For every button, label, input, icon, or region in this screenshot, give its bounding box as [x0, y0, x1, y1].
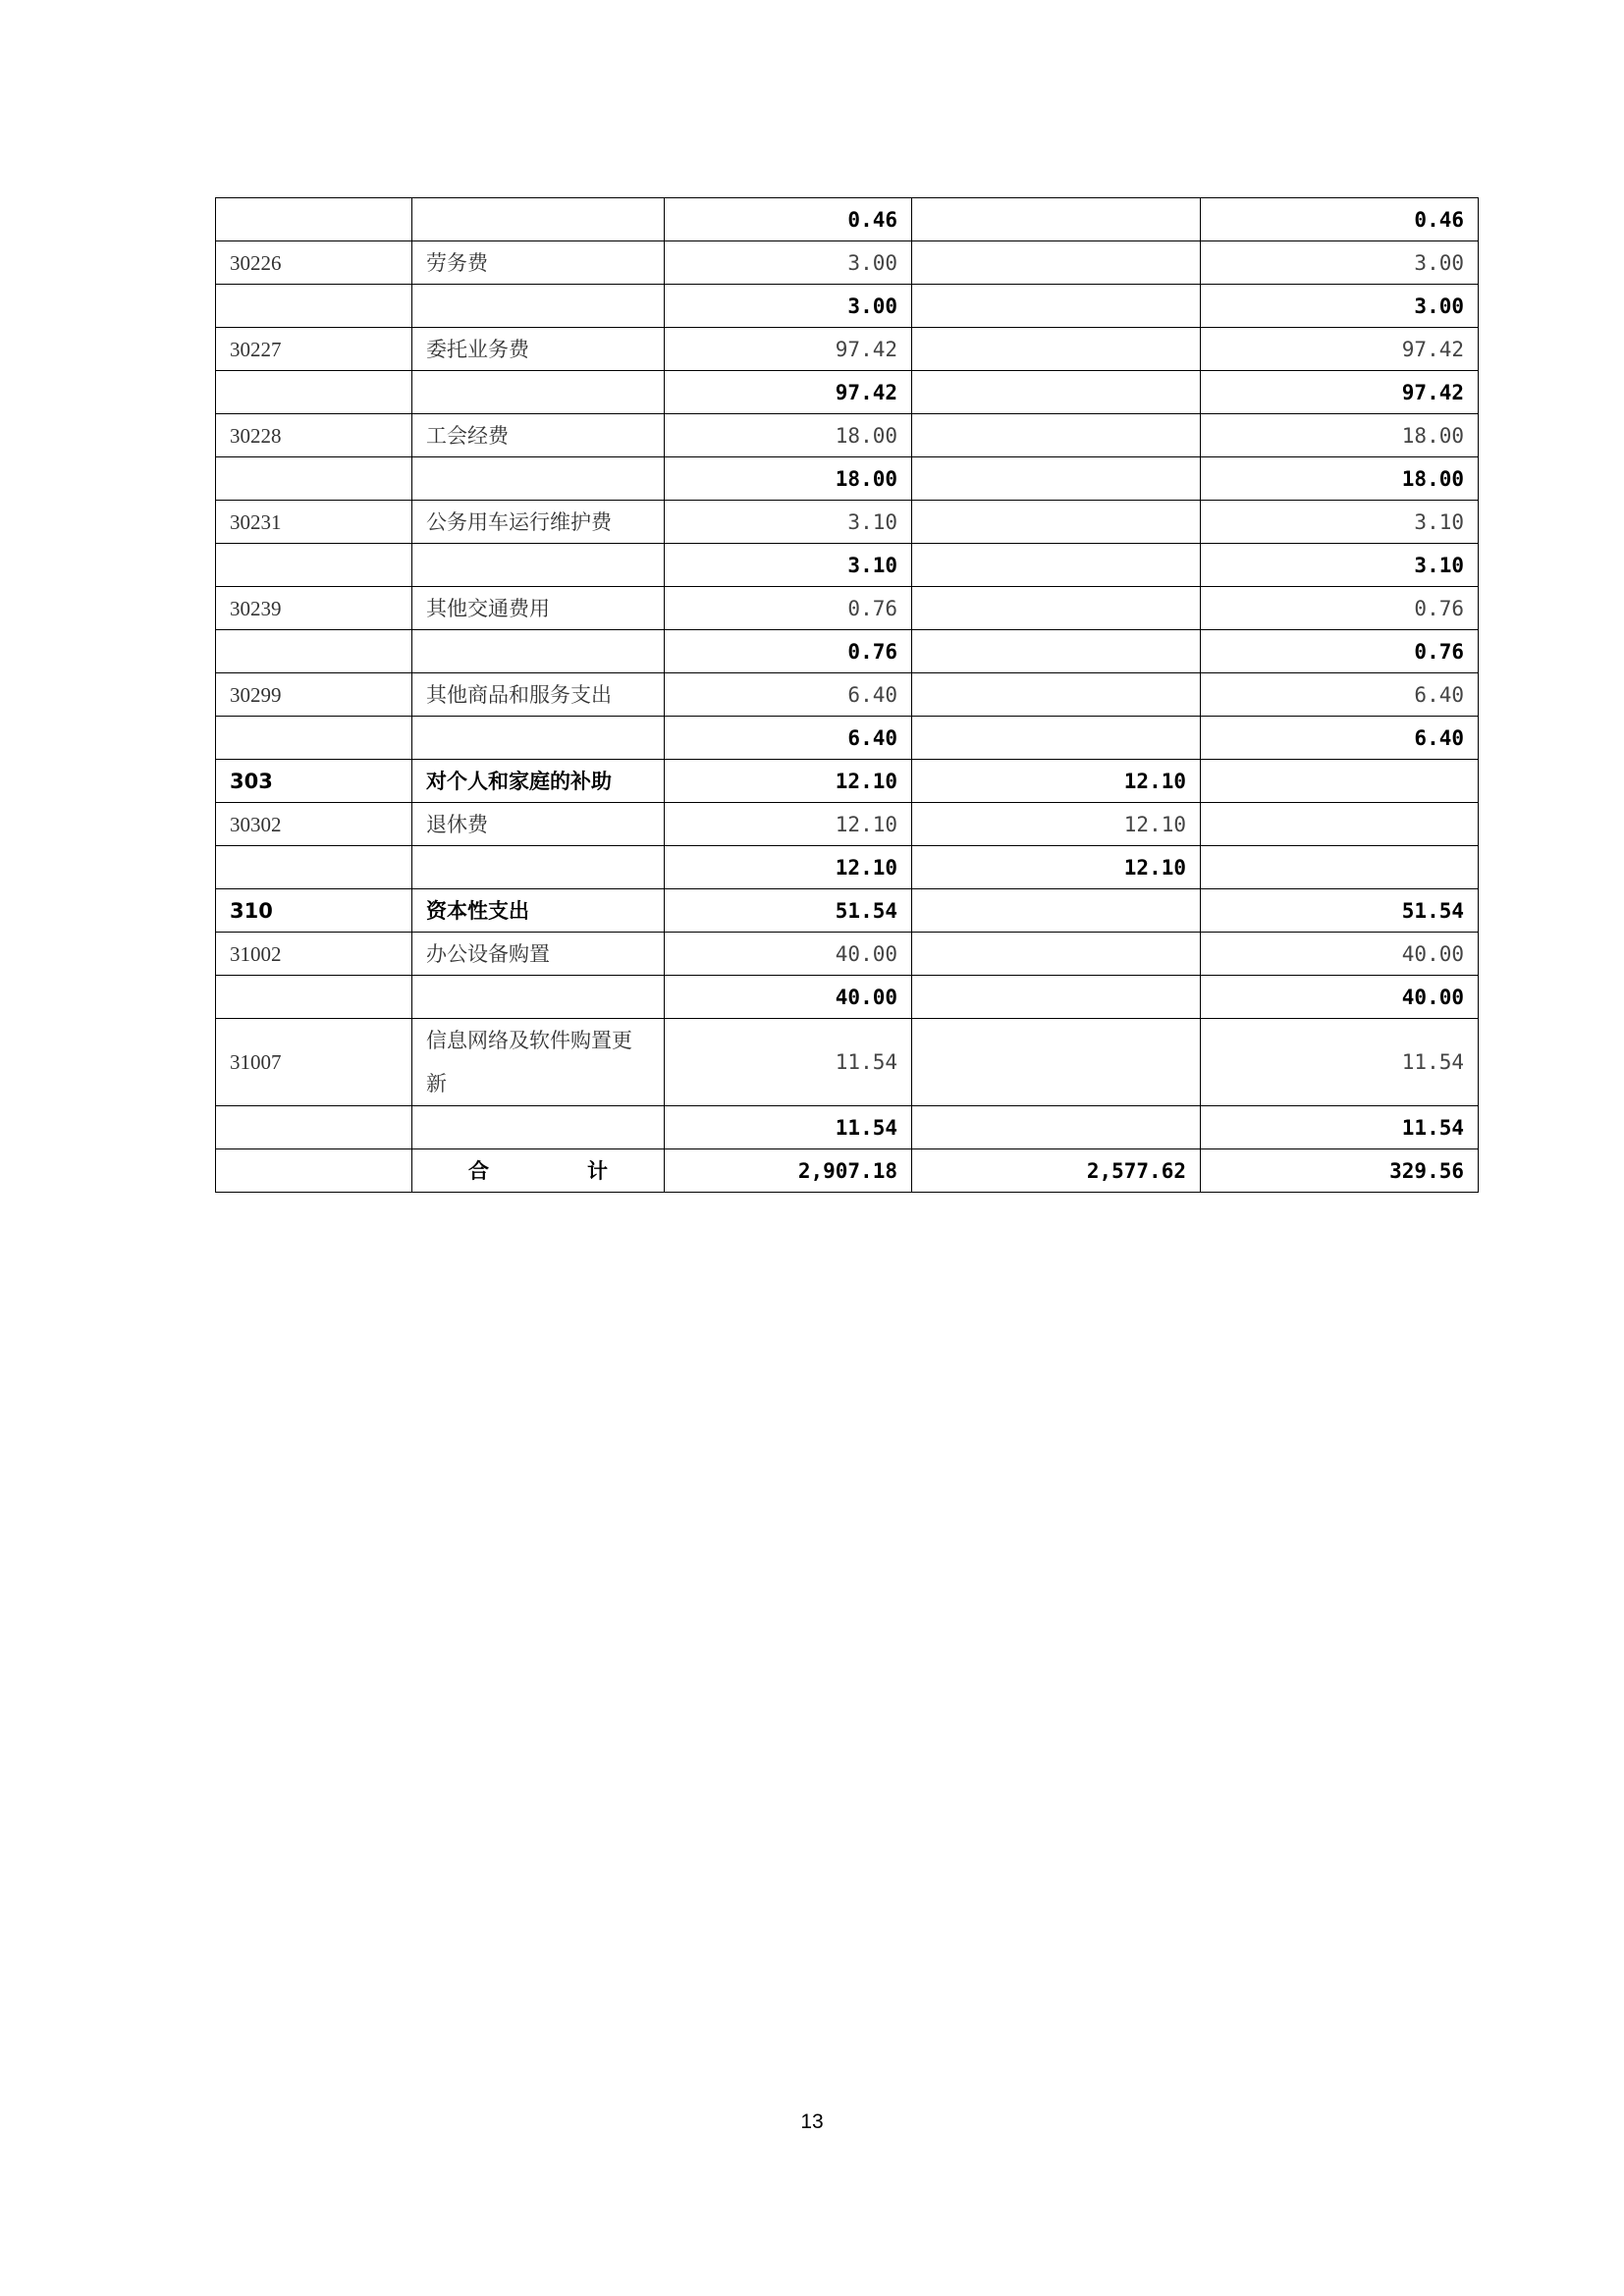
basic-cell	[912, 1106, 1201, 1149]
basic-cell	[912, 328, 1201, 371]
total-cell: 18.00	[665, 414, 912, 457]
name-cell	[412, 457, 665, 501]
total-cell: 11.54	[665, 1019, 912, 1106]
basic-cell	[912, 371, 1201, 414]
code-cell: 30226	[216, 241, 412, 285]
budget-table	[215, 197, 1479, 1193]
table-row	[216, 371, 1479, 414]
code-cell: 303	[216, 760, 412, 803]
total-cell: 40.00	[665, 933, 912, 976]
project-cell: 40.00	[1201, 976, 1479, 1019]
project-cell	[1201, 803, 1479, 846]
total-cell: 6.40	[665, 717, 912, 760]
basic-cell	[912, 544, 1201, 587]
code-cell: 31002	[216, 933, 412, 976]
table-row	[216, 976, 1479, 1019]
project-cell: 3.10	[1201, 501, 1479, 544]
total-cell: 51.54	[665, 889, 912, 933]
basic-cell	[912, 889, 1201, 933]
table-row	[216, 673, 1479, 717]
project-amount: 329.56	[1201, 1149, 1479, 1193]
table-row	[216, 241, 1479, 285]
project-cell	[1201, 846, 1479, 889]
name-cell: 退休费	[412, 803, 665, 846]
total-code-cell	[216, 1149, 412, 1193]
code-cell	[216, 457, 412, 501]
name-cell: 对个人和家庭的补助	[412, 760, 665, 803]
basic-cell	[912, 501, 1201, 544]
code-cell: 30299	[216, 673, 412, 717]
total-label	[412, 1149, 665, 1193]
name-cell	[412, 976, 665, 1019]
total-cell: 12.10	[665, 803, 912, 846]
name-cell	[412, 198, 665, 241]
project-cell: 3.00	[1201, 285, 1479, 328]
name-cell: 资本性支出	[412, 889, 665, 933]
table-row	[216, 328, 1479, 371]
basic-cell	[912, 673, 1201, 717]
name-cell: 其他商品和服务支出	[412, 673, 665, 717]
total-cell: 3.10	[665, 544, 912, 587]
project-cell	[1201, 760, 1479, 803]
project-cell: 0.76	[1201, 630, 1479, 673]
basic-cell: 12.10	[912, 803, 1201, 846]
basic-cell	[912, 241, 1201, 285]
table-row	[216, 846, 1479, 889]
name-cell: 委托业务费	[412, 328, 665, 371]
table-row	[216, 933, 1479, 976]
project-cell: 3.00	[1201, 241, 1479, 285]
project-cell: 0.76	[1201, 587, 1479, 630]
code-cell	[216, 976, 412, 1019]
project-cell: 40.00	[1201, 933, 1479, 976]
name-cell	[412, 630, 665, 673]
table-row	[216, 457, 1479, 501]
basic-cell	[912, 198, 1201, 241]
table-body	[216, 198, 1479, 1193]
total-cell: 0.46	[665, 198, 912, 241]
basic-cell	[912, 285, 1201, 328]
table-row	[216, 285, 1479, 328]
name-cell: 劳务费	[412, 241, 665, 285]
name-cell: 工会经费	[412, 414, 665, 457]
total-cell: 97.42	[665, 328, 912, 371]
code-cell	[216, 630, 412, 673]
name-cell	[412, 717, 665, 760]
total-row	[216, 1149, 1479, 1193]
name-cell: 信息网络及软件购置更新	[412, 1019, 665, 1106]
total-cell: 3.10	[665, 501, 912, 544]
table-row	[216, 630, 1479, 673]
total-label-part-2: 计	[587, 1158, 608, 1183]
code-cell	[216, 371, 412, 414]
basic-cell	[912, 630, 1201, 673]
name-cell	[412, 846, 665, 889]
project-cell: 97.42	[1201, 371, 1479, 414]
total-cell: 18.00	[665, 457, 912, 501]
basic-cell	[912, 457, 1201, 501]
table-row	[216, 587, 1479, 630]
code-cell: 30228	[216, 414, 412, 457]
total-cell: 11.54	[665, 1106, 912, 1149]
table-row	[216, 501, 1479, 544]
basic-cell	[912, 414, 1201, 457]
table-row	[216, 1106, 1479, 1149]
basic-cell: 12.10	[912, 846, 1201, 889]
name-cell	[412, 1106, 665, 1149]
project-cell: 18.00	[1201, 457, 1479, 501]
total-cell: 6.40	[665, 673, 912, 717]
table-row	[216, 717, 1479, 760]
total-cell: 40.00	[665, 976, 912, 1019]
project-cell: 0.46	[1201, 198, 1479, 241]
code-cell	[216, 544, 412, 587]
project-cell: 6.40	[1201, 673, 1479, 717]
project-cell: 51.54	[1201, 889, 1479, 933]
name-cell	[412, 371, 665, 414]
total-cell: 3.00	[665, 285, 912, 328]
project-cell: 97.42	[1201, 328, 1479, 371]
name-cell	[412, 544, 665, 587]
total-cell: 3.00	[665, 241, 912, 285]
table-row	[216, 803, 1479, 846]
total-label-part-1: 合	[468, 1158, 489, 1183]
project-cell: 18.00	[1201, 414, 1479, 457]
project-cell: 6.40	[1201, 717, 1479, 760]
total-cell: 97.42	[665, 371, 912, 414]
name-cell: 其他交通费用	[412, 587, 665, 630]
code-cell	[216, 846, 412, 889]
name-cell: 公务用车运行维护费	[412, 501, 665, 544]
code-cell: 30231	[216, 501, 412, 544]
table-row	[216, 889, 1479, 933]
table-row	[216, 198, 1479, 241]
basic-cell	[912, 933, 1201, 976]
basic-cell	[912, 717, 1201, 760]
code-cell	[216, 717, 412, 760]
code-cell: 30302	[216, 803, 412, 846]
basic-cell	[912, 976, 1201, 1019]
page-number: 13	[800, 2110, 824, 2133]
name-cell	[412, 285, 665, 328]
basic-amount: 2,577.62	[912, 1149, 1201, 1193]
total-cell: 12.10	[665, 846, 912, 889]
code-cell: 310	[216, 889, 412, 933]
basic-cell	[912, 1019, 1201, 1106]
code-cell: 31007	[216, 1019, 412, 1106]
project-cell: 11.54	[1201, 1106, 1479, 1149]
total-amount: 2,907.18	[665, 1149, 912, 1193]
code-cell: 30227	[216, 328, 412, 371]
table-row	[216, 414, 1479, 457]
basic-cell	[912, 587, 1201, 630]
code-cell	[216, 285, 412, 328]
table-row	[216, 760, 1479, 803]
project-cell: 11.54	[1201, 1019, 1479, 1106]
name-cell: 办公设备购置	[412, 933, 665, 976]
table-row	[216, 1019, 1479, 1106]
table-row	[216, 544, 1479, 587]
code-cell	[216, 1106, 412, 1149]
total-cell: 12.10	[665, 760, 912, 803]
code-cell: 30239	[216, 587, 412, 630]
total-cell: 0.76	[665, 630, 912, 673]
total-cell: 0.76	[665, 587, 912, 630]
project-cell: 3.10	[1201, 544, 1479, 587]
basic-cell: 12.10	[912, 760, 1201, 803]
code-cell	[216, 198, 412, 241]
